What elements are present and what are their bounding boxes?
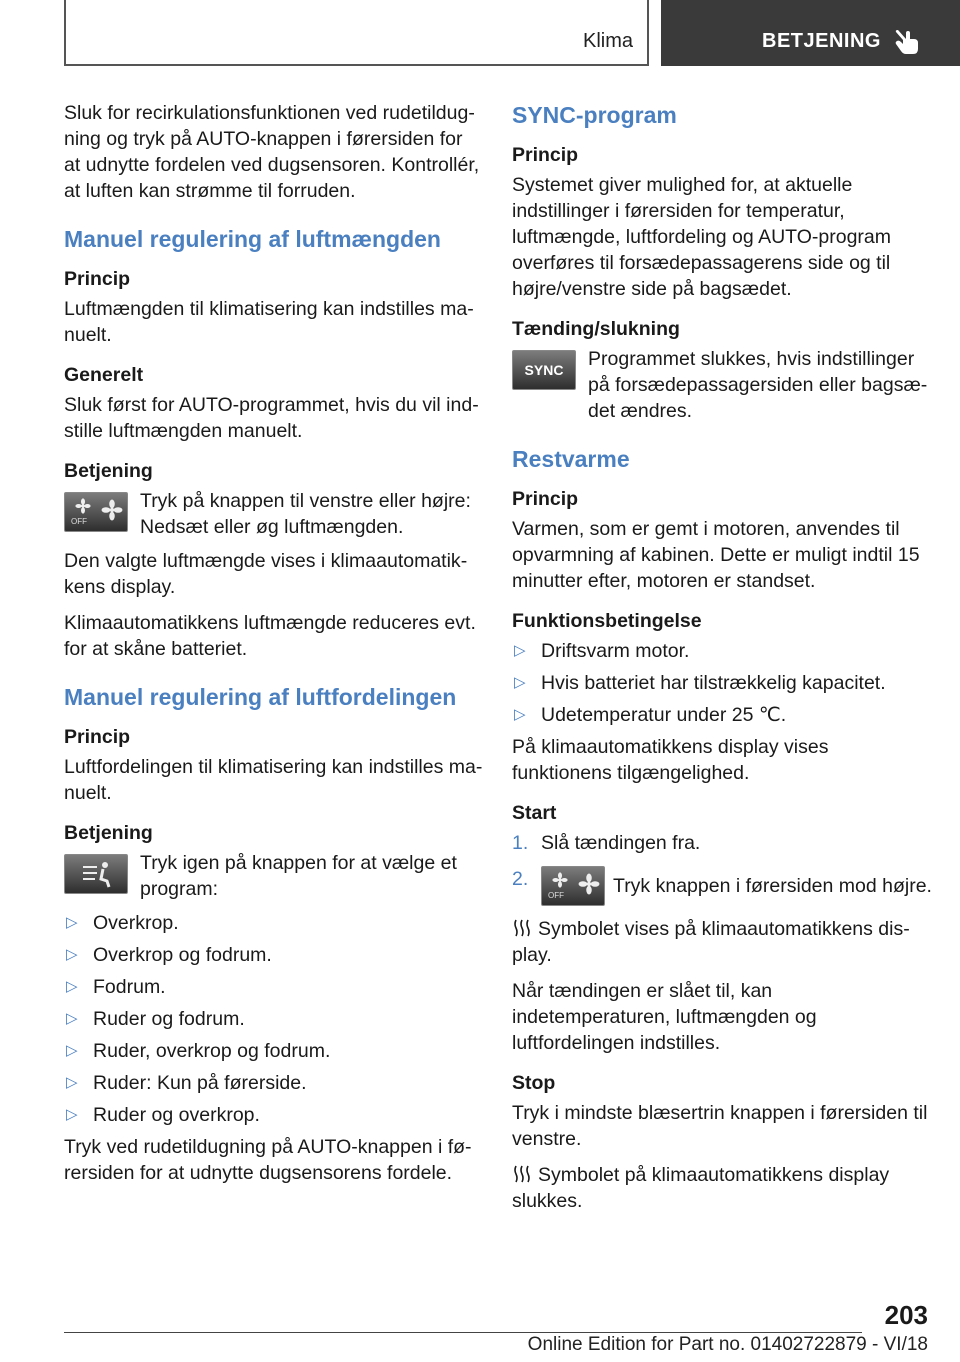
triangle-bullet-icon: ▷: [66, 1074, 78, 1091]
conditions-note-text: På klimaautomatikkens display vises funktionens tilgængelighed.: [512, 736, 829, 784]
footer-edition: Online Edition for Part no. 01402722879 - VI/18: [527, 1334, 928, 1355]
list-item: ▷ Overkrop.: [66, 912, 179, 934]
air-distribution-betjening-text: Tryk igen på knappen for at vælge et program:: [140, 852, 457, 900]
subheading-on-off: Tænding/slukning: [512, 318, 680, 340]
triangle-bullet-icon: ▷: [66, 1042, 78, 1059]
air-amount-betjening-text: Tryk på knappen til venstre eller højre: Nedsæt eller øg luftmængden.: [140, 490, 471, 538]
large-fan-icon: [101, 499, 123, 521]
list-item: ▷ Driftsvarm motor.: [514, 640, 690, 662]
subheading-betjening: Betjening: [64, 460, 153, 482]
list-item: 2. OFF Tryk knappen i førersiden mod højre.: [512, 866, 932, 906]
right-column: [512, 100, 932, 1224]
large-fan-icon: [578, 873, 600, 895]
list-item: ▷ Ruder, overkrop og fodrum.: [66, 1040, 331, 1062]
triangle-bullet-icon: ▷: [66, 914, 78, 931]
start-steps-list: [512, 830, 932, 906]
air-amount-battery-text: Klimaautomatikkens luftmængde reduceres evt. for at skåne batteriet.: [64, 612, 476, 660]
subheading-princip: Princip: [64, 726, 131, 748]
air-distribution-princip-text: Luftfordelingen til klimatisering kan indstilles manuelt.: [64, 756, 483, 804]
list-item: ▷ Ruder og overkrop.: [66, 1104, 260, 1126]
header-section-title: Klima: [582, 30, 633, 52]
list-item: ▷ Udetemperatur under 25 ℃.: [514, 704, 787, 726]
residual-heat-symbol-icon: [512, 1164, 532, 1184]
subheading-stop: Stop: [512, 1072, 556, 1094]
subheading-princip: Princip: [512, 144, 579, 166]
triangle-bullet-icon: ▷: [514, 674, 526, 691]
triangle-bullet-icon: ▷: [514, 706, 526, 723]
heading-residual-heat: Restvarme: [512, 446, 630, 472]
subheading-princip: Princip: [512, 488, 579, 510]
distribution-button-row: [64, 850, 484, 902]
list-item: ▷ Ruder: Kun på førerside.: [66, 1072, 307, 1094]
start-symbol-text: Symbolet vises på klimaautomatikkens display.: [512, 918, 910, 966]
header-section-box: [64, 0, 649, 66]
seat-airflow-icon: [81, 861, 113, 889]
fan-off-label: OFF: [548, 891, 564, 900]
stop-symbol-text: Symbolet på klimaautomatikkens display slukkes.: [512, 1164, 890, 1212]
header-chapter-title: BETJENING: [762, 30, 881, 52]
sync-princip-text: Systemet giver mulighed for, at aktuelle indstillinger i førersiden for temperatur, luftmængde, luftfordeling og AUTO-program overføres til forsædepassagerens side og til højre/venstre side på bagsædet.: [512, 174, 891, 300]
conditions-list: [512, 638, 932, 728]
air-amount-princip-text: Luftmængden til klimatisering kan indstilles manuelt.: [64, 298, 474, 346]
step-number: 2.: [512, 868, 529, 890]
fan-off-label: OFF: [71, 517, 87, 526]
triangle-bullet-icon: ▷: [66, 1010, 78, 1027]
intro-paragraph: Sluk for recirkulationsfunktionen ved rudetildugning og tryk på AUTO-knappen i førersiden for at udnytte fordelen ved dugsensoren. Kontrollér, at luften kan strømme til forruden.: [64, 102, 480, 202]
page-number: 203: [884, 1300, 928, 1330]
list-item: ▷ Fodrum.: [66, 976, 166, 998]
subheading-princip: Princip: [64, 268, 131, 290]
triangle-bullet-icon: ▷: [514, 642, 526, 659]
triangle-bullet-icon: ▷: [66, 1106, 78, 1123]
stop-text: Tryk i mindste blæsertrin knappen i førersiden til venstre.: [512, 1102, 928, 1150]
list-item: ▷ Overkrop og fodrum.: [66, 944, 272, 966]
sync-button-row: [512, 346, 932, 424]
sync-onoff-text: Programmet slukkes, hvis indstillinger på forsædepassagersiden eller bagsædet ændres.: [588, 348, 928, 422]
air-amount-display-text: Den valgte luftmængde vises i klimaautomatikkens display.: [64, 550, 468, 598]
small-fan-icon: [552, 872, 568, 888]
distribution-program-list: [64, 910, 484, 1128]
pointing-hand-icon: [894, 27, 920, 55]
list-item: 1. Slå tændingen fra.: [512, 832, 701, 854]
footer-divider: [64, 1332, 862, 1333]
triangle-bullet-icon: ▷: [66, 946, 78, 963]
air-distribution-button-image: [64, 854, 128, 894]
start-note-text: Når tændingen er slået til, kan indetemperaturen, luftmængden og luftfordelingen indstilles.: [512, 980, 817, 1054]
subheading-start: Start: [512, 802, 557, 824]
list-item: ▷ Ruder og fodrum.: [66, 1008, 245, 1030]
sync-button-image: [512, 350, 576, 390]
air-amount-generelt-text: Sluk først for AUTO-programmet, hvis du vil indstille luftmængden manuelt.: [64, 394, 479, 442]
air-distribution-outro-text: Tryk ved rudetildugning på AUTO-knappen i førersiden for at udnytte dugsensorens fordele.: [64, 1136, 472, 1184]
sync-button-label: SYNC: [524, 362, 564, 378]
step-number: 1.: [512, 832, 529, 854]
triangle-bullet-icon: ▷: [66, 978, 78, 995]
fan-buttons-image: [541, 866, 605, 906]
subheading-betjening: Betjening: [64, 822, 153, 844]
fan-button-row: [64, 488, 484, 540]
residual-princip-text: Varmen, som er gemt i motoren, anvendes til opvarmning af kabinen. Dette er muligt indtil 15 minutter efter, motoren er standset.: [512, 518, 920, 592]
fan-buttons-image: [64, 492, 128, 532]
small-fan-icon: [75, 498, 91, 514]
heading-air-distribution: Manuel regulering af luftfordelingen: [64, 684, 457, 710]
heading-sync: SYNC-program: [512, 102, 677, 128]
subheading-conditions: Funktionsbetingelse: [512, 610, 702, 632]
heading-air-amount: Manuel regulering af luftmængden: [64, 226, 441, 252]
residual-heat-symbol-icon: [512, 918, 532, 938]
left-column: [64, 100, 484, 1196]
header-chapter-box: [661, 0, 960, 66]
list-item: ▷ Hvis batteriet har tilstrækkelig kapacitet.: [514, 672, 886, 694]
subheading-generelt: Generelt: [64, 364, 144, 386]
